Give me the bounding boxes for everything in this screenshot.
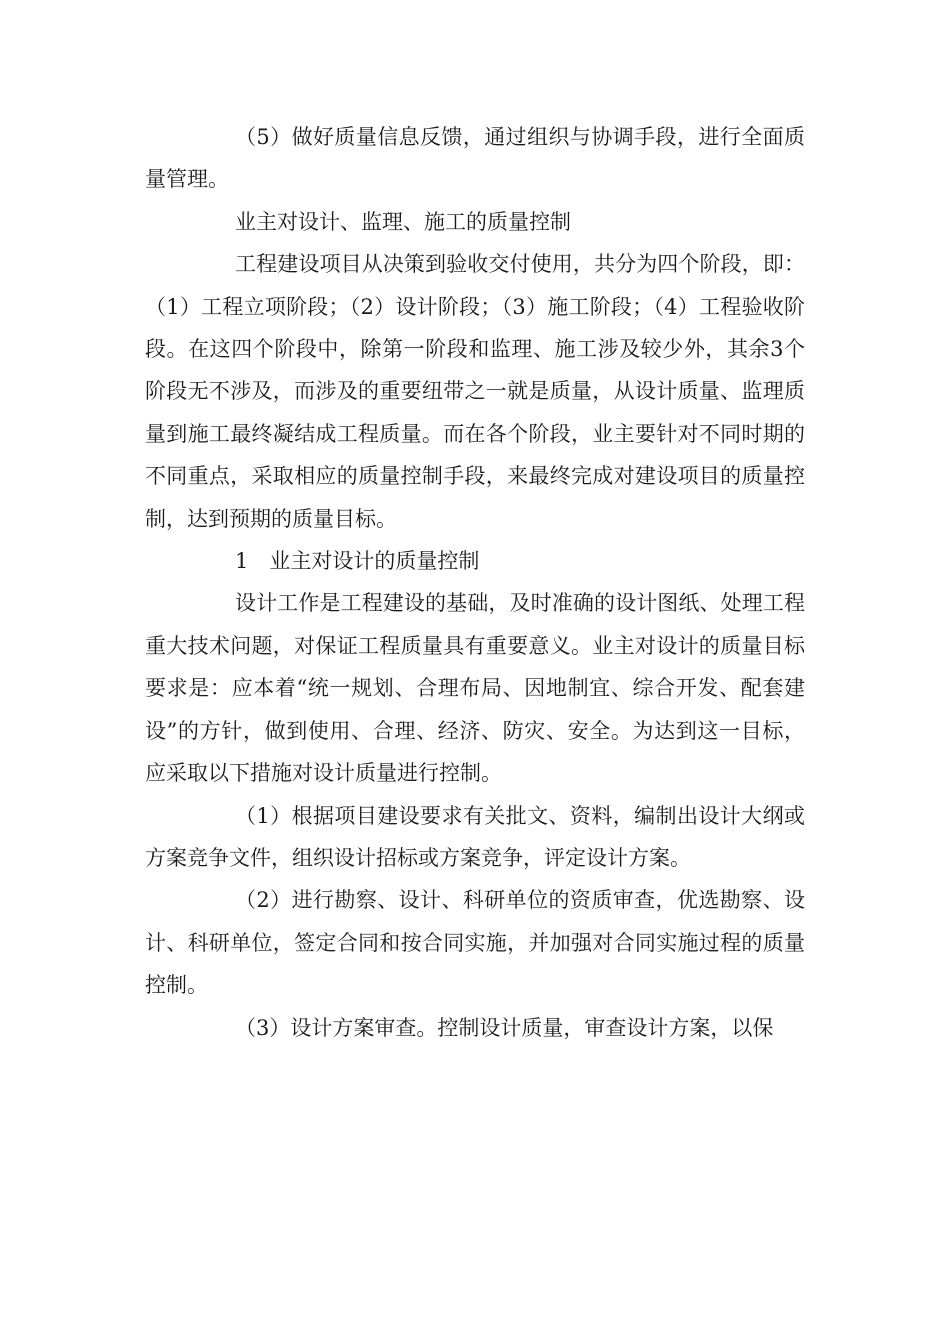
section-heading-owner-quality-control: 业主对设计、监理、施工的质量控制 bbox=[235, 209, 571, 234]
document-body bbox=[145, 116, 805, 1049]
paragraph-quality-feedback: （5）做好质量信息反馈，通过组织与协调手段，进行全面质量管理。 bbox=[145, 125, 805, 192]
paragraph-project-stages: 工程建设项目从决策到验收交付使用，共分为四个阶段，即：（1）工程立项阶段；（2）设计阶段；（3）施工阶段；（4）工程验收阶段。在这四个阶段中，除第一阶段和监理、施工涉及较少外，其余3个阶段无不涉及，而涉及的重要纽带之一就是质量，从设计质量、监理质量到施工最终凝结成工程质量。而在各个阶段，业主要针对不同时期的不同重点，采取相应的质量控制手段，来最终完成对建设项目的质量控制，达到预期的质量目标。 bbox=[145, 252, 805, 531]
paragraph-measure-2: （2）进行勘察、设计、科研单位的资质审查，优选勘察、设计、科研单位，签定合同和按合同实施，并加强对合同实施过程的质量控制。 bbox=[145, 888, 805, 998]
paragraph-measure-3: （3）设计方案审查。控制设计质量，审查设计方案，以保 bbox=[235, 1015, 774, 1040]
paragraph-design-importance: 设计工作是工程建设的基础，及时准确的设计图纸、处理工程重大技术问题，对保证工程质量具有重要意义。业主对设计的质量目标要求是：应本着“统一规划、合理布局、因地制宜、综合开发、配套建设”的方针，做到使用、合理、经济、防灾、安全。为达到这一目标，应采取以下措施对设计质量进行控制。 bbox=[145, 591, 805, 786]
section-heading-design-quality-control: 1 业主对设计的质量控制 bbox=[235, 549, 480, 574]
paragraph-measure-1: （1）根据项目建设要求有关批文、资料，编制出设计大纲或方案竞争文件，组织设计招标或方案竞争，评定设计方案。 bbox=[145, 803, 805, 870]
